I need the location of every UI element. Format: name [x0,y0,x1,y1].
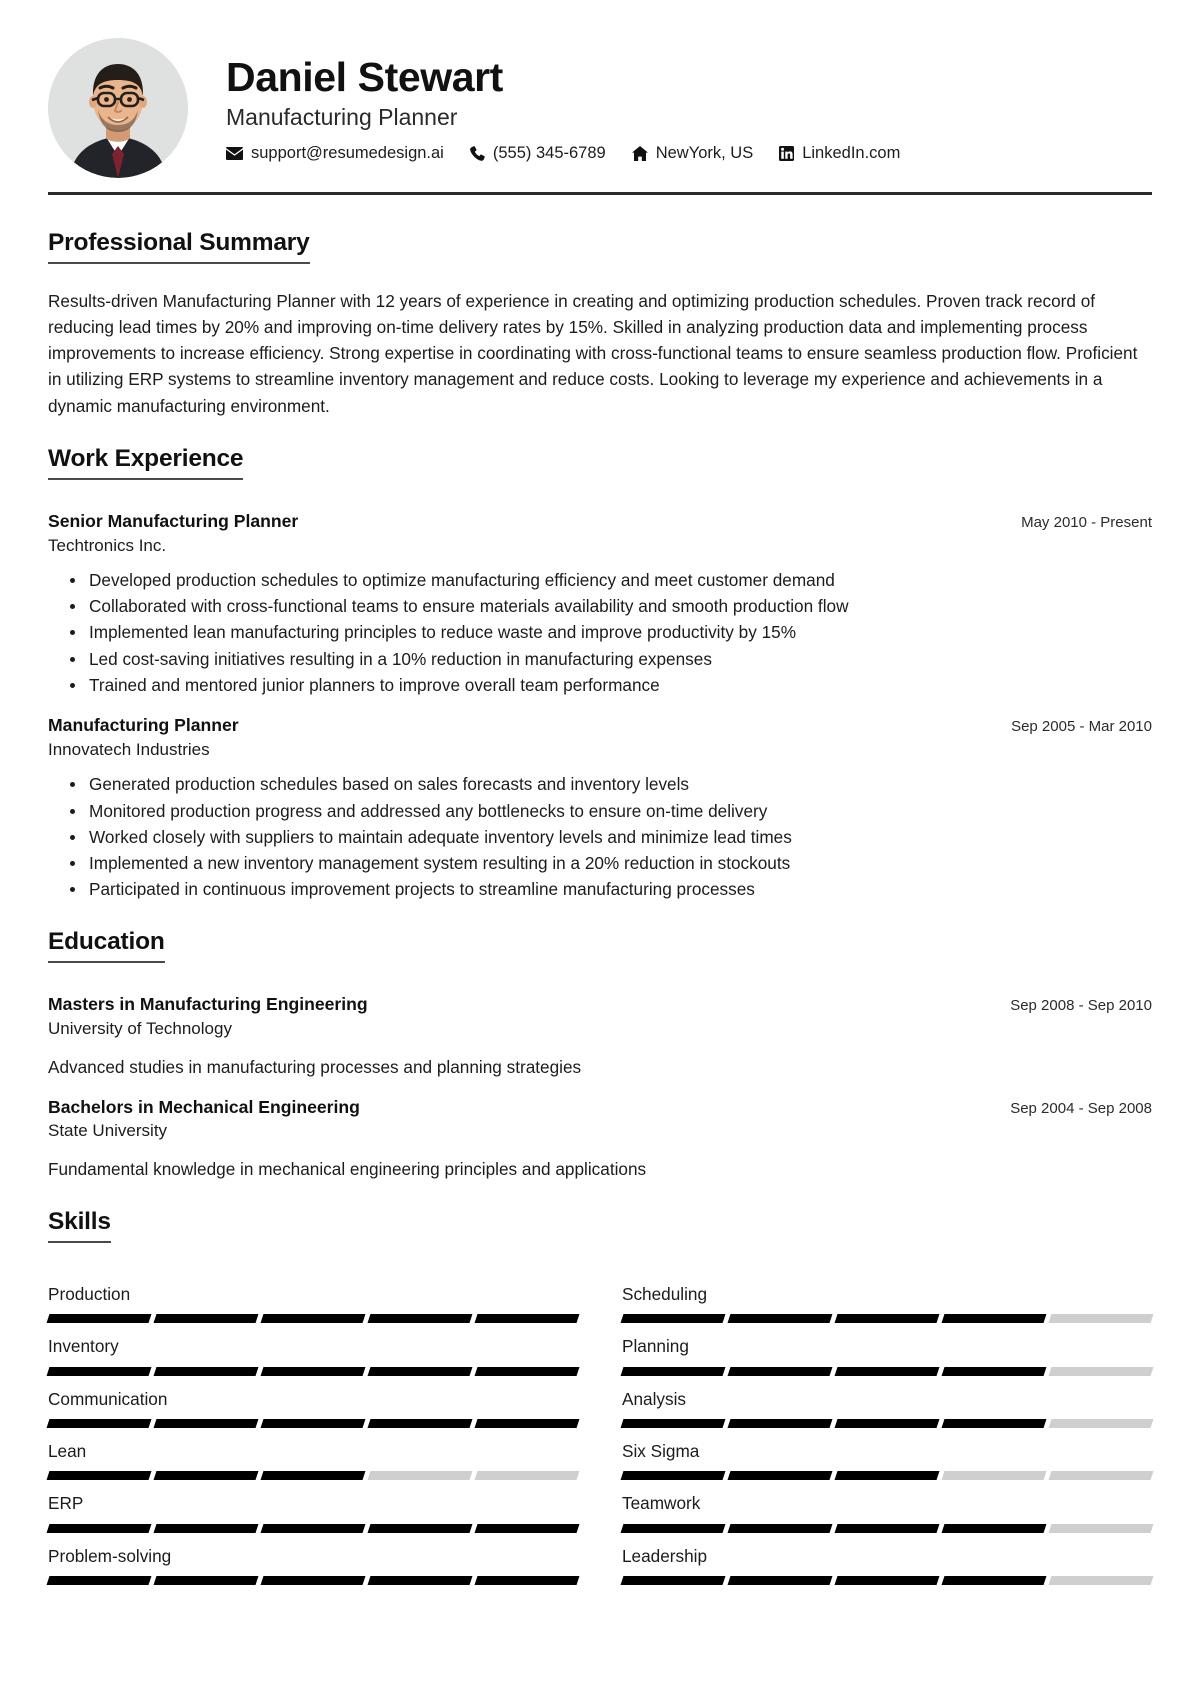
skill-level-bar [48,1576,578,1585]
skill-bar-segment [154,1419,259,1428]
section-professional-summary [48,229,1152,419]
skill-bar-segment [47,1524,152,1533]
section-heading-work: Work Experience [48,445,243,480]
skill-label: ERP [48,1493,84,1514]
skill-bar-segment [728,1367,833,1376]
skill-item [622,1271,1152,1323]
list-item: Generated production schedules based on sales forecasts and inventory levels [70,771,1152,797]
skill-bar-segment [261,1419,366,1428]
skill-bar-segment [368,1419,473,1428]
work-bullets [48,567,1152,698]
work-entry [48,714,1152,902]
skill-label: Production [48,1283,131,1304]
skill-bar-segment [1049,1471,1154,1480]
skill-bar-segment [835,1367,940,1376]
skill-bar-segment [835,1419,940,1428]
list-item: Implemented a new inventory management system resulting in a 20% reduction in stockouts [70,850,1152,876]
skill-level-bar [622,1419,1152,1428]
skill-label: Analysis [622,1388,686,1409]
skill-bar-segment [368,1576,473,1585]
skill-item [48,1323,578,1375]
skill-label: Teamwork [622,1493,701,1514]
section-heading-summary: Professional Summary [48,229,310,264]
skill-bar-segment [728,1471,833,1480]
skill-bar-segment [47,1314,152,1323]
skill-bar-segment [835,1471,940,1480]
skill-item [622,1533,1152,1585]
skill-bar-segment [1049,1367,1154,1376]
page-title: Daniel Stewart [226,53,503,100]
skill-bar-segment [621,1367,726,1376]
skill-bar-segment [728,1419,833,1428]
list-item: Participated in continuous improvement projects to streamline manufacturing processes [70,876,1152,902]
section-heading-education: Education [48,928,165,963]
skill-bar-segment [261,1576,366,1585]
skill-bar-segment [261,1314,366,1323]
skills-grid [48,1271,1152,1585]
skill-label: Communication [48,1388,168,1409]
skill-bar-segment [368,1471,473,1480]
skill-bar-segment [154,1471,259,1480]
skill-bar-segment [475,1314,580,1323]
skill-label: Inventory [48,1336,119,1357]
skill-item [48,1480,578,1532]
skill-level-bar [622,1471,1152,1480]
skill-label: Lean [48,1441,87,1462]
education-degree: Bachelors in Mechanical Engineering [48,1096,360,1117]
skill-bar-segment [835,1314,940,1323]
skill-bar-segment [154,1524,259,1533]
skill-bar-segment [621,1314,726,1323]
skill-level-bar [48,1471,578,1480]
skill-bar-segment [942,1576,1047,1585]
skill-bar-segment [475,1471,580,1480]
education-description: Advanced studies in manufacturing processes and planning strategies [48,1056,582,1077]
education-entry-header [48,1096,1152,1119]
section-heading-skills: Skills [48,1208,111,1243]
list-item: Trained and mentored junior planners to improve overall team performance [70,672,1152,698]
education-entry [48,1096,1152,1182]
skill-bar-segment [1049,1314,1154,1323]
skill-bar-segment [942,1419,1047,1428]
phone-icon [470,146,485,161]
skill-item [48,1376,578,1428]
job-title: Manufacturing Planner [226,104,458,131]
skill-label: Leadership [622,1545,708,1566]
skill-level-bar [48,1367,578,1376]
list-item: Collaborated with cross-functional teams to ensure materials availability and smooth production flow [70,593,1152,619]
skill-bar-segment [835,1524,940,1533]
summary-text: Results-driven Manufacturing Planner with 12 years of experience in creating and optimizing production schedules. Proven track record of reducing lead times by 20% and improving on-time delivery rates by 15%. Skilled in analyzing production data and implementing process improvements to increase efficiency. Strong expertise in coordinating with cross-functional teams to ensure seamless production flow. Proficient in utilizing ERP systems to streamline inventory management and reduce costs. Looking to leverage my experience and achievements in a dynamic manufacturing environment. [48,291,1138,416]
skill-item [48,1533,578,1585]
skill-bar-segment [154,1314,259,1323]
list-item: Implemented lean manufacturing principles to reduce waste and improve productivity by 15% [70,619,1152,645]
contact-location-label: NewYork, US [655,144,754,162]
skill-bar-segment [47,1419,152,1428]
skill-bar-segment [261,1524,366,1533]
skill-level-bar [622,1367,1152,1376]
skill-label: Problem-solving [48,1545,172,1566]
contact-email-label: support@resumedesign.ai [251,144,444,162]
skill-item [48,1271,578,1323]
skill-bar-segment [368,1524,473,1533]
work-entry-header [48,714,1152,737]
contact-phone[interactable] [470,144,606,163]
skill-item [622,1323,1152,1375]
work-entry [48,510,1152,698]
work-company: Techtronics Inc. [48,535,167,555]
skill-level-bar [48,1524,578,1533]
skill-bar-segment [154,1576,259,1585]
contact-linkedin-label: LinkedIn.com [802,144,901,162]
skill-item [622,1480,1152,1532]
home-icon [632,146,648,161]
list-item: Developed production schedules to optimize manufacturing efficiency and meet customer demand [70,567,1152,593]
section-work-experience [48,445,1152,902]
skill-item [48,1428,578,1480]
list-item: Led cost-saving initiatives resulting in a 10% reduction in manufacturing expenses [70,646,1152,672]
work-company: Innovatech Industries [48,739,210,759]
skill-level-bar [622,1314,1152,1323]
skill-item [622,1428,1152,1480]
skill-bar-segment [1049,1419,1154,1428]
skill-bar-segment [475,1419,580,1428]
skill-bar-segment [261,1367,366,1376]
skill-level-bar [622,1524,1152,1533]
skill-bar-segment [621,1524,726,1533]
skill-label: Six Sigma [622,1441,700,1462]
work-entry-header [48,510,1152,533]
skill-bar-segment [942,1367,1047,1376]
work-role: Manufacturing Planner [48,714,239,735]
skill-bar-segment [621,1471,726,1480]
skill-bar-segment [47,1367,152,1376]
profile-photo-icon [48,38,188,178]
contact-email[interactable] [226,144,444,163]
skill-item [622,1376,1152,1428]
skill-bar-segment [1049,1576,1154,1585]
skill-bar-segment [47,1471,152,1480]
work-date: May 2010 - Present [1021,513,1152,531]
skill-bar-segment [621,1419,726,1428]
education-entry [48,993,1152,1079]
avatar [48,38,188,178]
skill-bar-segment [368,1314,473,1323]
envelope-icon [226,147,243,160]
skill-bar-segment [621,1576,726,1585]
work-date: Sep 2005 - Mar 2010 [1011,717,1152,735]
skill-bar-segment [942,1524,1047,1533]
education-school: University of Technology [48,1018,232,1038]
section-education [48,928,1152,1182]
skill-bar-segment [942,1471,1047,1480]
skill-bar-segment [475,1576,580,1585]
contact-location[interactable] [632,144,754,163]
resume-header [48,30,1152,195]
skill-bar-segment [47,1576,152,1585]
skill-bar-segment [728,1524,833,1533]
skill-bar-segment [475,1367,580,1376]
education-date: Sep 2008 - Sep 2010 [1010,997,1152,1015]
skill-level-bar [48,1314,578,1323]
education-degree: Masters in Manufacturing Engineering [48,994,368,1015]
skill-bar-segment [835,1576,940,1585]
skill-level-bar [622,1576,1152,1585]
education-entry-header [48,993,1152,1016]
skill-label: Planning [622,1336,689,1357]
skill-bar-segment [728,1576,833,1585]
education-school: State University [48,1121,168,1141]
skill-bar-segment [475,1524,580,1533]
skill-bar-segment [1049,1524,1154,1533]
education-date: Sep 2004 - Sep 2008 [1010,1099,1152,1117]
skill-bar-segment [368,1367,473,1376]
list-item: Monitored production progress and addressed any bottlenecks to ensure on-time delivery [70,798,1152,824]
skill-bar-segment [154,1367,259,1376]
list-item: Worked closely with suppliers to maintain adequate inventory levels and minimize lead times [70,824,1152,850]
education-description: Fundamental knowledge in mechanical engineering principles and applications [48,1159,647,1180]
contact-linkedin[interactable] [779,144,900,163]
skill-level-bar [48,1419,578,1428]
skill-bar-segment [261,1471,366,1480]
skill-label: Scheduling [622,1283,708,1304]
work-bullets [48,771,1152,902]
header-text-block [226,53,1152,163]
linkedin-icon [779,146,794,161]
contact-phone-label: (555) 345-6789 [492,144,606,162]
skill-bar-segment [728,1314,833,1323]
skill-bar-segment [942,1314,1047,1323]
work-role: Senior Manufacturing Planner [48,510,299,531]
contact-list [226,144,1152,163]
section-skills [48,1208,1152,1585]
